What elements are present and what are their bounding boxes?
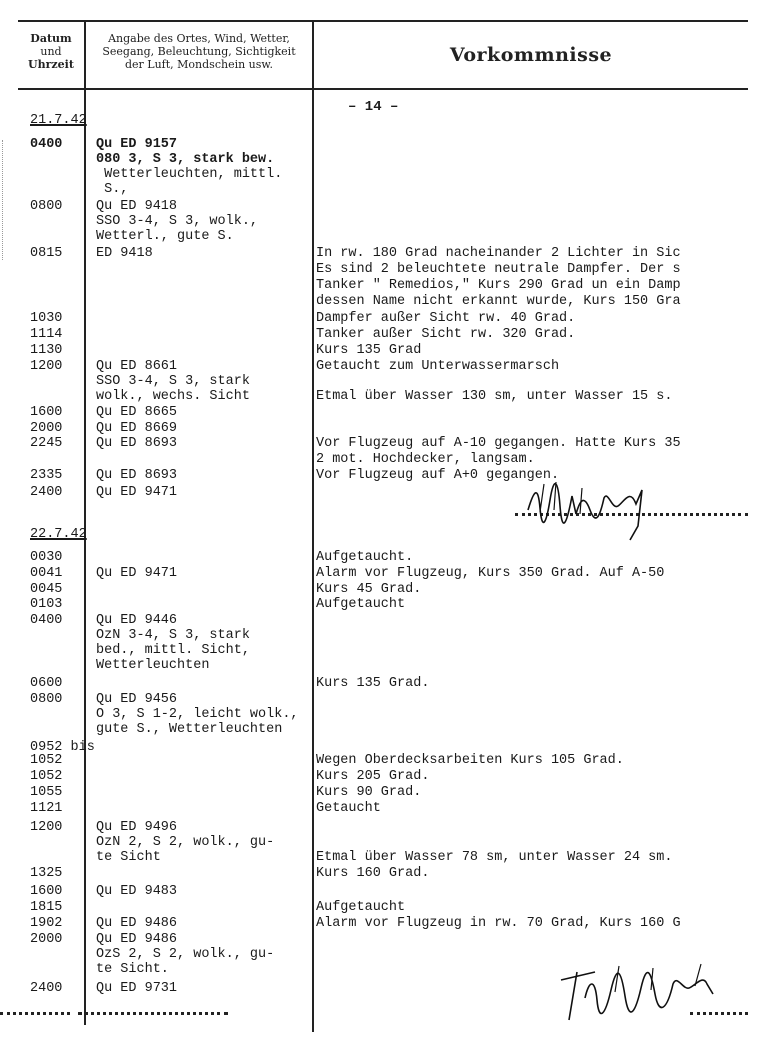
entry-time: 1055: [30, 785, 63, 800]
entry-time: 1200: [30, 820, 63, 835]
entry-location-weather: S.,: [96, 182, 129, 197]
entry-location-weather: OzN 2, S 2, wolk., gu-: [96, 835, 275, 850]
entry-location-weather: Qu ED 9418: [96, 199, 178, 214]
entry-time: 1052: [30, 753, 63, 768]
date-heading: 22.7.42: [30, 527, 87, 542]
entry-location-weather: 080 3, S 3, stark bew.: [96, 152, 275, 167]
entry-location-weather: Qu ED 9157: [96, 137, 178, 152]
header-location-weather: Angabe des Ortes, Wind, Wetter, Seegang, Beleuchtung, Sichtigkeit der Luft, Mondschein usw.: [102, 32, 296, 71]
entry-time: 0400: [30, 613, 63, 628]
entry-time: 0952 bis: [30, 740, 95, 755]
header-top-rule: [18, 20, 748, 22]
entry-time: 2335: [30, 468, 63, 483]
entry-event: Vor Flugzeug auf A-10 gegangen. Hatte Kurs 35: [316, 436, 681, 451]
footer-dots-left: [0, 1012, 70, 1015]
entry-time: 1030: [30, 311, 63, 326]
entry-event: 2 mot. Hochdecker, langsam.: [316, 452, 535, 467]
signature-2: [555, 950, 725, 1040]
entry-time: 1600: [30, 405, 63, 420]
entry-event: Getaucht: [316, 801, 381, 816]
entry-time: 2000: [30, 421, 63, 436]
entry-event: Aufgetaucht: [316, 597, 406, 612]
entry-event: Tanker " Remedios," Kurs 290 Grad un ein Damp: [316, 278, 681, 293]
entry-location-weather: Qu ED 8669: [96, 421, 178, 436]
entry-location-weather: Wetterleuchten: [96, 658, 210, 673]
entry-time: 2400: [30, 485, 63, 500]
entry-location-weather: Wetterleuchten, mittl.: [96, 167, 283, 182]
entry-time: 1325: [30, 866, 63, 881]
entry-event: Es sind 2 beleuchtete neutrale Dampfer. Der s: [316, 262, 681, 277]
entry-time: 2000: [30, 932, 63, 947]
entry-time: 0030: [30, 550, 63, 565]
entry-event: dessen Name nicht erkannt wurde, Kurs 150 Gra: [316, 294, 681, 309]
entry-event: Kurs 160 Grad.: [316, 866, 430, 881]
entry-event: Etmal über Wasser 130 sm, unter Wasser 15 s.: [316, 389, 673, 404]
entry-location-weather: Qu ED 9446: [96, 613, 178, 628]
entry-event: Kurs 205 Grad.: [316, 769, 430, 784]
page-number: – 14 –: [348, 99, 399, 115]
margin-mark: [2, 140, 11, 260]
entry-event: Wegen Oberdecksarbeiten Kurs 105 Grad.: [316, 753, 624, 768]
entry-location-weather: wolk., wechs. Sicht: [96, 389, 250, 404]
entry-event: Getaucht zum Unterwassermarsch: [316, 359, 560, 374]
entry-event: In rw. 180 Grad nacheinander 2 Lichter in Sic: [316, 246, 681, 261]
entry-location-weather: Qu ED 9731: [96, 981, 178, 996]
footer-dots-mid: [78, 1012, 228, 1015]
entry-location-weather: Qu ED 8693: [96, 436, 178, 451]
entry-location-weather: OzN 3-4, S 3, stark: [96, 628, 250, 643]
entry-time: 2400: [30, 981, 63, 996]
entry-time: 0800: [30, 692, 63, 707]
entry-time: 0041: [30, 566, 63, 581]
header-bottom-rule: [18, 88, 748, 90]
entry-time: 0400: [30, 137, 63, 152]
entry-time: 1902: [30, 916, 63, 931]
location-column-divider: [312, 20, 314, 1032]
signature-1: [520, 470, 680, 550]
entry-time: 1052: [30, 769, 63, 784]
date-column-divider: [84, 20, 86, 1025]
entry-event: Kurs 90 Grad.: [316, 785, 422, 800]
entry-location-weather: Qu ED 8661: [96, 359, 178, 374]
entry-event: Etmal über Wasser 78 sm, unter Wasser 24 sm.: [316, 850, 673, 865]
entry-time: 2245: [30, 436, 63, 451]
date-heading: 21.7.42: [30, 113, 87, 128]
entry-event: Kurs 135 Grad.: [316, 676, 430, 691]
entry-location-weather: te Sicht: [96, 850, 161, 865]
entry-location-weather: bed., mittl. Sicht,: [96, 643, 250, 658]
entry-time: 0600: [30, 676, 63, 691]
entry-event: Dampfer außer Sicht rw. 40 Grad.: [316, 311, 576, 326]
entry-location-weather: gute S., Wetterleuchten: [96, 722, 283, 737]
entry-time: 1600: [30, 884, 63, 899]
entry-location-weather: Wetterl., gute S.: [96, 229, 234, 244]
header-events: Vorkommnisse: [449, 44, 613, 66]
entry-event: Alarm vor Flugzeug in rw. 70 Grad, Kurs 160 G: [316, 916, 681, 931]
entry-time: 1815: [30, 900, 63, 915]
entry-event: Aufgetaucht: [316, 900, 406, 915]
entry-location-weather: Qu ED 9483: [96, 884, 178, 899]
entry-time: 1121: [30, 801, 63, 816]
entry-event: Alarm vor Flugzeug, Kurs 350 Grad. Auf A-50: [316, 566, 665, 581]
entry-event: Tanker außer Sicht rw. 320 Grad.: [316, 327, 576, 342]
entry-event: Aufgetaucht.: [316, 550, 414, 565]
entry-location-weather: Qu ED 8665: [96, 405, 178, 420]
entry-event: Vor Flugzeug auf A+0 gegangen.: [316, 468, 560, 483]
entry-location-weather: OzS 2, S 2, wolk., gu-: [96, 947, 275, 962]
entry-location-weather: te Sicht.: [96, 962, 169, 977]
entry-location-weather: Qu ED 9486: [96, 916, 178, 931]
entry-time: 0815: [30, 246, 63, 261]
entry-location-weather: SSO 3-4, S 3, stark: [96, 374, 250, 389]
entry-time: 1200: [30, 359, 63, 374]
entry-location-weather: Qu ED 9471: [96, 566, 178, 581]
entry-time: 1114: [30, 327, 63, 342]
entry-location-weather: ED 9418: [96, 246, 153, 261]
entry-event: Kurs 45 Grad.: [316, 582, 422, 597]
entry-time: 0800: [30, 199, 63, 214]
entry-event: Kurs 135 Grad: [316, 343, 422, 358]
entry-location-weather: SSO 3-4, S 3, wolk.,: [96, 214, 259, 229]
entry-location-weather: Qu ED 8693: [96, 468, 178, 483]
entry-time: 1130: [30, 343, 63, 358]
header-date-time: Datum und Uhrzeit: [28, 32, 74, 71]
entry-location-weather: Qu ED 9486: [96, 932, 178, 947]
entry-location-weather: Qu ED 9456: [96, 692, 178, 707]
entry-location-weather: Qu ED 9471: [96, 485, 178, 500]
entry-location-weather: Qu ED 9496: [96, 820, 178, 835]
entry-time: 0103: [30, 597, 63, 612]
entry-location-weather: O 3, S 1-2, leicht wolk.,: [96, 707, 299, 722]
entry-time: 0045: [30, 582, 63, 597]
